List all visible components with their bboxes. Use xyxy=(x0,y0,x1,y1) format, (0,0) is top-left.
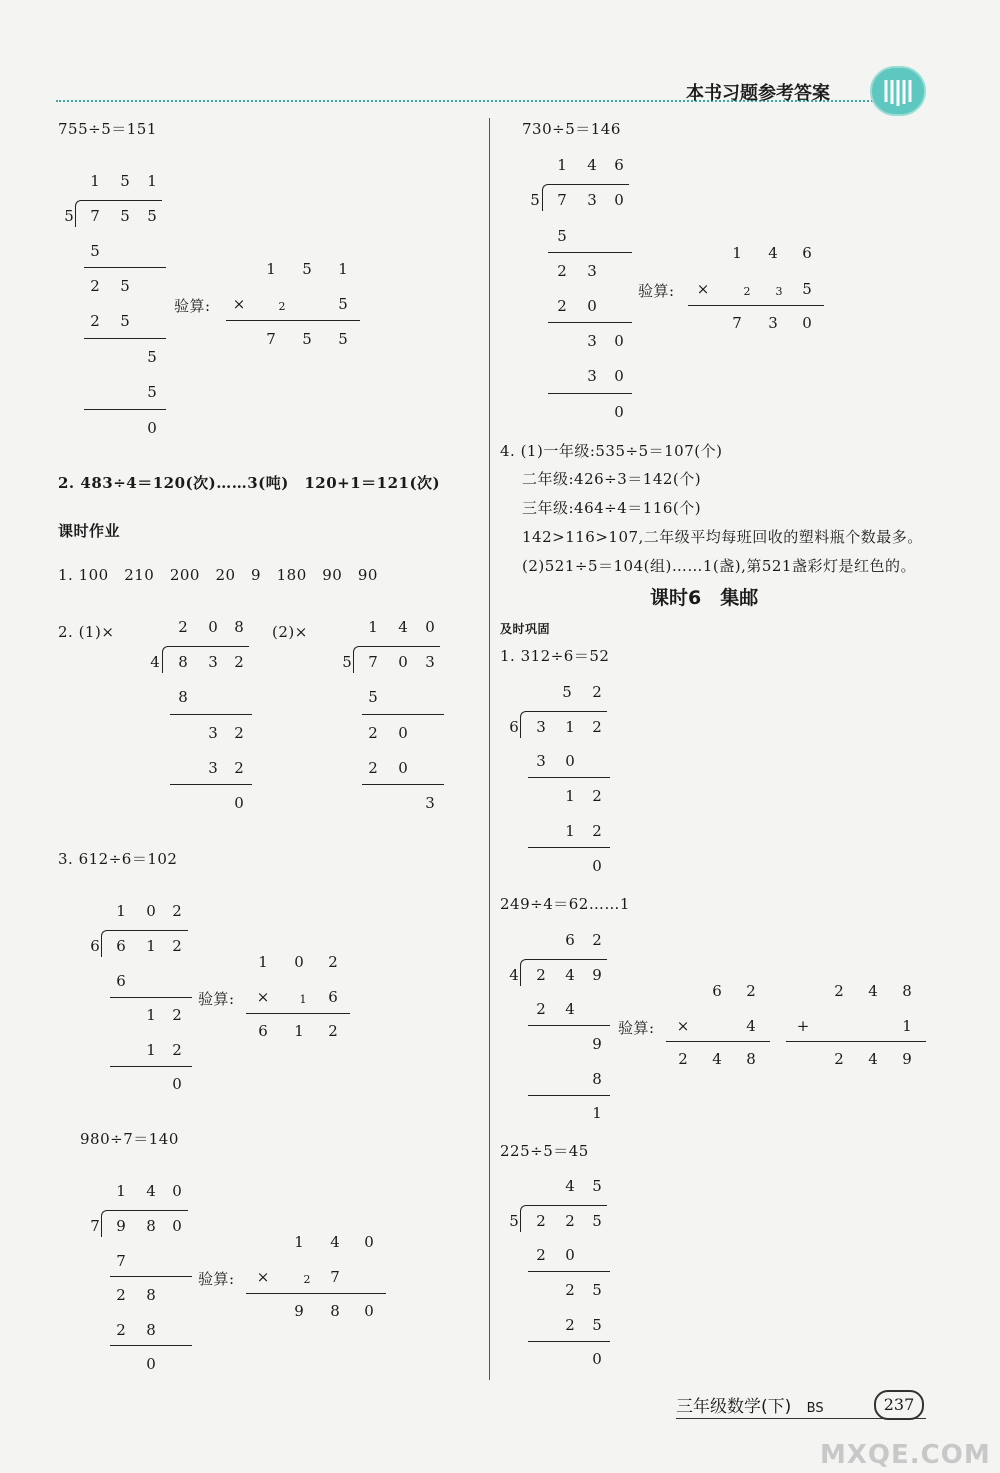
question-4-line3: 三年级:464÷4＝116(个) xyxy=(522,499,702,517)
check-label: 验算: xyxy=(198,990,235,1008)
subsection-label: 及时巩固 xyxy=(500,622,551,636)
question-4-line1: 4. (1)一年级:535÷5＝107(个) xyxy=(500,442,723,460)
homework-2b: (2)× xyxy=(272,623,308,641)
question-4-line2: 二年级:426÷3＝142(个) xyxy=(522,470,702,488)
homework-3: 3. 612÷6＝102 xyxy=(58,850,178,868)
exercise-2: 249÷4＝62……1 xyxy=(500,895,630,913)
section-homework: 课时作业 xyxy=(58,522,121,540)
check-label: 验算: xyxy=(198,1270,235,1288)
check-label: 验算: xyxy=(618,1019,655,1037)
footer-label xyxy=(676,1392,824,1417)
edition-code: BS xyxy=(806,1401,824,1416)
grade-subject: 三年级数学(下) xyxy=(676,1397,792,1417)
book-icon xyxy=(870,66,926,116)
question-4-line5: (2)521÷5＝104(组)……1(盏),第521盏彩灯是红色的。 xyxy=(522,557,916,575)
homework-4: 980÷7＝140 xyxy=(80,1130,179,1148)
lesson-title: 课时6 集邮 xyxy=(650,587,759,609)
page-title: 本书习题参考答案 xyxy=(686,83,830,104)
equation: 730÷5＝146 xyxy=(522,120,621,138)
watermark: MXQE.COM xyxy=(820,1440,991,1470)
question-2: 2. 483÷4＝120(次)……3(吨) 120+1＝121(次) xyxy=(58,474,441,492)
exercise-3: 225÷5＝45 xyxy=(500,1142,589,1160)
check-label: 验算: xyxy=(174,297,211,315)
homework-2a: 2. (1)× xyxy=(58,623,115,641)
footer-rule xyxy=(676,1418,926,1419)
question-4-line4: 142>116>107,二年级平均每班回收的塑料瓶个数最多。 xyxy=(522,528,923,546)
equation: 755÷5＝151 xyxy=(58,120,157,138)
homework-1: 1. 100 210 200 20 9 180 90 90 xyxy=(58,566,378,584)
column-divider xyxy=(489,118,490,1380)
check-label: 验算: xyxy=(638,282,675,300)
page-number: 237 xyxy=(874,1390,924,1420)
exercise-1: 1. 312÷6＝52 xyxy=(500,647,610,665)
